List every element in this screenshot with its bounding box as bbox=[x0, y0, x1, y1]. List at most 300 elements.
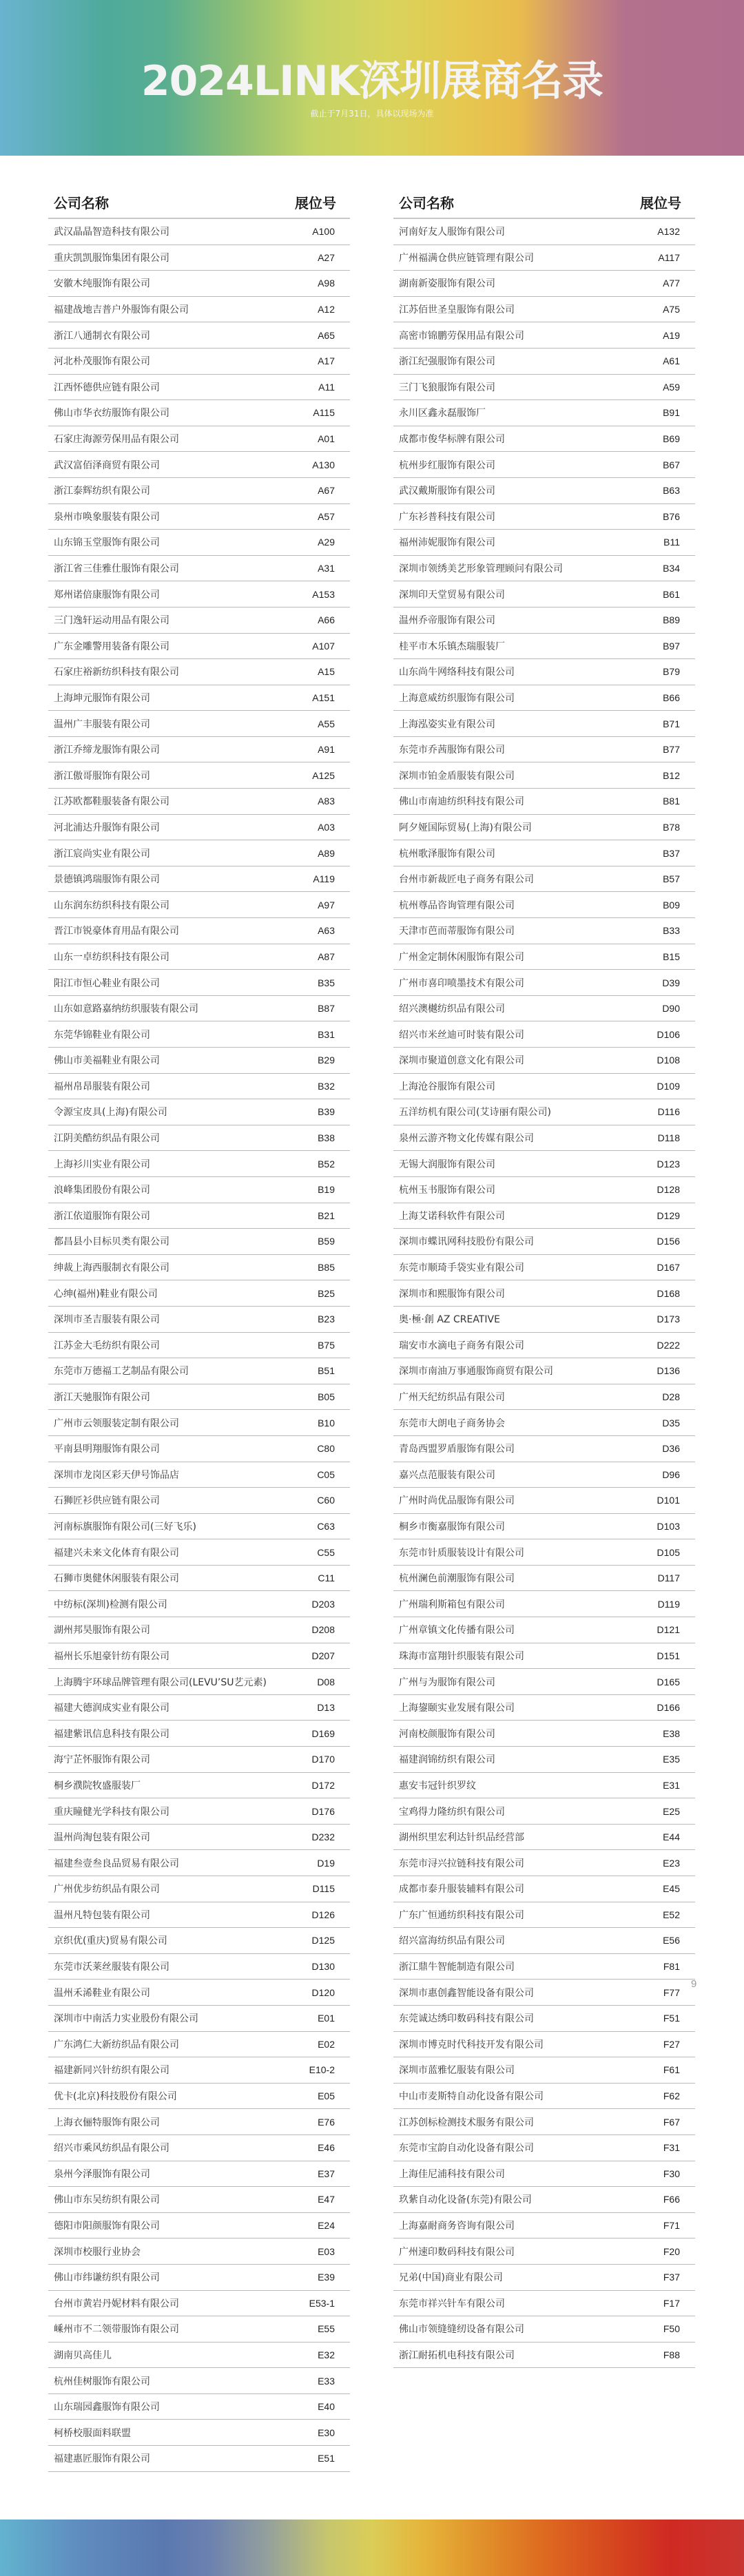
company-name: 兄弟(中国)商业有限公司 bbox=[399, 2272, 503, 2284]
booth-number: D28 bbox=[662, 1391, 680, 1403]
company-name: 石家庄海源劳保用品有限公司 bbox=[54, 434, 179, 446]
company-name: 湖南贝高佳儿 bbox=[54, 2349, 112, 2361]
company-name: 山东如意路嘉纳纺织服装有限公司 bbox=[54, 1004, 198, 1015]
table-row bbox=[393, 2084, 695, 2110]
company-name: 浙江乔缔龙服饰有限公司 bbox=[54, 745, 160, 756]
booth-number: A66 bbox=[318, 614, 335, 626]
booth-number: B21 bbox=[318, 1209, 335, 1221]
booth-number: D36 bbox=[662, 1443, 680, 1455]
booth-number: F61 bbox=[663, 2064, 680, 2076]
company-name: 优卡(北京)科技股份有限公司 bbox=[54, 2091, 177, 2103]
table-row bbox=[393, 1902, 695, 1929]
booth-number: D165 bbox=[657, 1676, 680, 1687]
company-name: 广州市喜印喷墨技术有限公司 bbox=[399, 977, 524, 989]
footer-gradient-bar bbox=[0, 2520, 744, 2576]
booth-number: A125 bbox=[312, 769, 335, 781]
booth-number: B97 bbox=[663, 640, 680, 652]
table-row bbox=[393, 659, 695, 685]
booth-number: F50 bbox=[663, 2323, 680, 2335]
table-row bbox=[48, 1488, 350, 1514]
table-row bbox=[48, 530, 350, 556]
company-name: 京织优(重庆)贸易有限公司 bbox=[54, 1935, 167, 1947]
company-name: 湖州织里宏利达针织品经营部 bbox=[399, 1832, 524, 1844]
booth-number: B59 bbox=[318, 1236, 335, 1247]
table-row bbox=[48, 1798, 350, 1825]
booth-number: B10 bbox=[318, 1417, 335, 1429]
booth-number: D172 bbox=[311, 1779, 335, 1791]
company-name: 上海腾宇环球品牌管理有限公司(LEVU’SU艺元素) bbox=[54, 1676, 267, 1688]
booth-number: D39 bbox=[662, 977, 680, 988]
table-row bbox=[393, 1099, 695, 1125]
table-row bbox=[393, 1980, 695, 2006]
booth-number: E25 bbox=[663, 1805, 680, 1817]
company-name: 桐乡濮院牧盛服装厂 bbox=[54, 1780, 141, 1791]
booth-number: D156 bbox=[657, 1236, 680, 1247]
table-row bbox=[48, 2291, 350, 2317]
booth-number: E53-1 bbox=[309, 2297, 335, 2309]
booth-number: A115 bbox=[313, 407, 335, 419]
booth-number: D118 bbox=[657, 1132, 680, 1144]
booth-number: B35 bbox=[318, 977, 335, 988]
company-name: 石家庄裕新纺织科技有限公司 bbox=[54, 667, 179, 678]
table-row bbox=[48, 659, 350, 685]
company-name: 深圳市聚道创意文化有限公司 bbox=[399, 1055, 524, 1067]
company-name: 浙江八通制衣有限公司 bbox=[54, 330, 150, 342]
company-name: 上海衫川实业有限公司 bbox=[54, 1159, 150, 1170]
booth-number: A31 bbox=[318, 563, 335, 574]
booth-number: C60 bbox=[317, 1495, 335, 1506]
company-name: 阿夕娅国际贸易(上海)有限公司 bbox=[399, 822, 532, 833]
table-row bbox=[393, 1617, 695, 1643]
booth-number: A83 bbox=[318, 796, 335, 807]
company-name: 阳江市恒心鞋业有限公司 bbox=[54, 977, 160, 989]
table-row bbox=[393, 2109, 695, 2135]
table-row bbox=[48, 1669, 350, 1695]
booth-number: A91 bbox=[318, 744, 335, 756]
company-name: 深圳市蓝雅忆服装有限公司 bbox=[399, 2065, 515, 2077]
table-row bbox=[393, 1876, 695, 1902]
company-name: 安徽木纯服饰有限公司 bbox=[54, 278, 150, 290]
booth-number: D90 bbox=[662, 1003, 680, 1015]
table-body bbox=[48, 219, 350, 2472]
table-row bbox=[393, 2213, 695, 2239]
table-row bbox=[393, 789, 695, 815]
booth-number: E52 bbox=[663, 1909, 680, 1920]
company-name: 东莞市祥兴针车有限公司 bbox=[399, 2298, 505, 2309]
booth-number: D13 bbox=[317, 1702, 335, 1714]
company-name: 景德镇鸿瑞服饰有限公司 bbox=[54, 874, 160, 886]
table-row bbox=[48, 1747, 350, 1773]
booth-number: A97 bbox=[318, 899, 335, 911]
company-name: 广州速印数码科技有限公司 bbox=[399, 2246, 515, 2258]
company-name: 上海鋆颐实业发展有限公司 bbox=[399, 1703, 515, 1714]
table-row bbox=[393, 970, 695, 996]
company-name: 福州长乐旭豪针纺有限公司 bbox=[54, 1650, 169, 1662]
company-name: 广州市云领服装定制有限公司 bbox=[54, 1417, 179, 1429]
booth-number: A119 bbox=[313, 873, 335, 885]
company-name: 河南标旗服饰有限公司(三好飞乐) bbox=[54, 1521, 196, 1533]
company-name: 泉州云游齐物文化传媒有限公司 bbox=[399, 1133, 534, 1145]
table-row bbox=[393, 1773, 695, 1799]
company-name: 都昌县小目标贝类有限公司 bbox=[54, 1236, 169, 1248]
table-row bbox=[48, 1928, 350, 1954]
company-name: 广州天纪纺织品有限公司 bbox=[399, 1392, 505, 1404]
table-row bbox=[393, 271, 695, 297]
table-row bbox=[393, 219, 695, 245]
table-row bbox=[48, 2420, 350, 2446]
company-name: 广东鸿仁大新纺织品有限公司 bbox=[54, 2039, 179, 2050]
company-name: 台州市新裁匠电子商务有限公司 bbox=[399, 874, 534, 886]
company-name: 福建新同兴针纺织有限公司 bbox=[54, 2065, 169, 2077]
booth-number: E30 bbox=[318, 2427, 335, 2438]
table-row bbox=[48, 452, 350, 478]
booth-number: B63 bbox=[663, 485, 680, 497]
booth-number: B39 bbox=[318, 1106, 335, 1118]
table-row bbox=[393, 1151, 695, 1177]
table-row bbox=[48, 1721, 350, 1747]
company-name: 东莞市宝韵自动化设备有限公司 bbox=[399, 2143, 534, 2154]
booth-number: F51 bbox=[663, 2013, 680, 2024]
table-row bbox=[48, 1436, 350, 1462]
booth-number: D105 bbox=[657, 1546, 680, 1558]
booth-number: B77 bbox=[663, 744, 680, 756]
booth-number: B71 bbox=[663, 718, 680, 729]
company-name: 深圳市惠创鑫智能设备有限公司 bbox=[399, 1987, 534, 1999]
table-row bbox=[48, 1539, 350, 1566]
company-name: 瑞安市水滴电子商务有限公司 bbox=[399, 1340, 524, 1351]
booth-number: B61 bbox=[663, 588, 680, 600]
booth-number: B51 bbox=[318, 1365, 335, 1377]
company-name: 上海泓姿实业有限公司 bbox=[399, 718, 495, 730]
booth-number: A12 bbox=[318, 304, 335, 315]
table-row bbox=[393, 1488, 695, 1514]
table-row bbox=[48, 1591, 350, 1617]
table-row bbox=[48, 1280, 350, 1307]
table-row bbox=[393, 322, 695, 349]
booth-number: A130 bbox=[312, 459, 335, 470]
booth-number: D121 bbox=[657, 1624, 680, 1636]
company-name: 温州乔帝服饰有限公司 bbox=[399, 615, 495, 627]
table-row bbox=[48, 607, 350, 634]
company-name: 上海坤元服饰有限公司 bbox=[54, 692, 150, 704]
table-row bbox=[48, 349, 350, 375]
company-name: 深圳市和熙服饰有限公司 bbox=[399, 1288, 505, 1300]
table-row bbox=[393, 1566, 695, 1592]
booth-number: D108 bbox=[657, 1055, 680, 1066]
company-name: 杭州玉书服饰有限公司 bbox=[399, 1185, 495, 1196]
booth-number: B52 bbox=[318, 1158, 335, 1170]
table-row bbox=[393, 1229, 695, 1255]
table-row bbox=[48, 1151, 350, 1177]
booth-number: B75 bbox=[318, 1339, 335, 1351]
company-name: 佛山市东吴纺织有限公司 bbox=[54, 2194, 160, 2206]
table-row bbox=[393, 1436, 695, 1462]
booth-number: A107 bbox=[312, 640, 335, 652]
table-row bbox=[48, 375, 350, 401]
table-row bbox=[393, 1255, 695, 1281]
table-row bbox=[393, 530, 695, 556]
table-row bbox=[48, 2135, 350, 2161]
company-name: 浙江依道服饰有限公司 bbox=[54, 1210, 150, 1222]
company-name: 上海佳尼浦科技有限公司 bbox=[399, 2168, 505, 2180]
company-name: 永川区鑫永磊服饰厂 bbox=[399, 408, 486, 419]
company-name: 东莞诚达绣印数码科技有限公司 bbox=[399, 2013, 534, 2025]
company-name: 中纺标(深圳)检测有限公司 bbox=[54, 1599, 167, 1610]
company-name: 广州瑞利斯箱包有限公司 bbox=[399, 1599, 505, 1610]
company-name: 浙江泰辉纺织有限公司 bbox=[54, 486, 150, 497]
company-name: 广东衫普科技有限公司 bbox=[399, 511, 495, 523]
company-name: 桂平市木乐镇杰瑞服装厂 bbox=[399, 641, 505, 652]
booth-number: F71 bbox=[663, 2220, 680, 2232]
company-name: 东莞市沃莱丝服装有限公司 bbox=[54, 1962, 169, 1973]
table-row bbox=[48, 426, 350, 453]
booth-number: E40 bbox=[318, 2401, 335, 2413]
booth-number: E10-2 bbox=[309, 2064, 335, 2076]
table-row bbox=[48, 1617, 350, 1643]
table-row bbox=[393, 2032, 695, 2058]
table-row bbox=[48, 685, 350, 711]
table-row bbox=[48, 1462, 350, 1488]
company-name: 成都市泰升服装辅料有限公司 bbox=[399, 1884, 524, 1895]
booth-number: B19 bbox=[318, 1184, 335, 1196]
booth-number: A57 bbox=[318, 510, 335, 522]
table-row bbox=[393, 866, 695, 893]
booth-number: B78 bbox=[663, 821, 680, 833]
booth-number: F88 bbox=[663, 2349, 680, 2360]
booth-number: A59 bbox=[663, 381, 680, 393]
table-row bbox=[393, 1954, 695, 1980]
company-name: 绍兴市乘风纺织品有限公司 bbox=[54, 2143, 169, 2154]
booth-number: F20 bbox=[663, 2245, 680, 2257]
company-name: 佛山市美福鞋业有限公司 bbox=[54, 1055, 160, 1067]
company-name: 广州金定制休闲服饰有限公司 bbox=[399, 951, 524, 963]
booth-number: E35 bbox=[663, 1754, 680, 1765]
booth-number-header: 展位号 bbox=[640, 194, 681, 211]
booth-number: B09 bbox=[663, 899, 680, 911]
company-name: 奥·極·創 AZ CREATIVE bbox=[399, 1314, 500, 1326]
booth-number: F67 bbox=[663, 2116, 680, 2128]
company-name: 玖紫自动化设备(东莞)有限公司 bbox=[399, 2194, 532, 2206]
company-name: 绍兴澳樾纺织品有限公司 bbox=[399, 1004, 505, 1015]
booth-number: C55 bbox=[317, 1546, 335, 1558]
table-row bbox=[48, 2161, 350, 2188]
table-row bbox=[393, 944, 695, 970]
booth-number: B23 bbox=[318, 1313, 335, 1325]
company-name: 心绅(福州)鞋业有限公司 bbox=[54, 1288, 158, 1300]
booth-number: E24 bbox=[318, 2220, 335, 2232]
booth-number: A03 bbox=[318, 821, 335, 833]
table-row bbox=[393, 1825, 695, 1851]
booth-number: D19 bbox=[317, 1857, 335, 1869]
company-name: 江苏创标检测技术服务有限公司 bbox=[399, 2117, 534, 2128]
table-row bbox=[48, 2213, 350, 2239]
company-name: 青岛西盟罗盾服饰有限公司 bbox=[399, 1444, 515, 1455]
booth-number: A117 bbox=[658, 251, 680, 263]
table-row bbox=[48, 1773, 350, 1799]
page-title: 2024LINK深圳展商名录 bbox=[141, 57, 603, 105]
company-name: 东莞市针质服装设计有限公司 bbox=[399, 1547, 524, 1559]
company-name: 深圳市圣吉服装有限公司 bbox=[54, 1314, 160, 1326]
company-name: 天津市芭而蒂服饰有限公司 bbox=[399, 926, 515, 937]
booth-number: A27 bbox=[318, 251, 335, 263]
table-row bbox=[48, 970, 350, 996]
company-name: 杭州歌泽服饰有限公司 bbox=[399, 848, 495, 860]
booth-number: B57 bbox=[663, 873, 680, 885]
booth-number: D222 bbox=[657, 1339, 680, 1351]
booth-number: B34 bbox=[663, 563, 680, 574]
table-row bbox=[48, 297, 350, 323]
company-name: 绍兴富海纺织品有限公司 bbox=[399, 1935, 505, 1947]
table-row bbox=[393, 2057, 695, 2084]
company-name: 深圳市领绣美艺形象管理顾问有限公司 bbox=[399, 563, 563, 575]
table-row bbox=[48, 1410, 350, 1436]
booth-number: D151 bbox=[657, 1650, 680, 1661]
table-row bbox=[393, 1462, 695, 1488]
company-name: 深圳市蝶讯网科技股份有限公司 bbox=[399, 1236, 534, 1248]
booth-number: D35 bbox=[662, 1417, 680, 1429]
company-name: 江苏欧都鞋服装备有限公司 bbox=[54, 796, 169, 808]
table-row bbox=[48, 711, 350, 737]
company-name: 湖州邦昊服饰有限公司 bbox=[54, 1625, 150, 1637]
company-name: 五洋纺机有限公司(艾诗丽有限公司) bbox=[399, 1107, 551, 1119]
booth-number: A29 bbox=[318, 537, 335, 548]
company-name: 上海意威纺织服饰有限公司 bbox=[399, 692, 515, 704]
booth-number: B66 bbox=[663, 692, 680, 703]
booth-number: B05 bbox=[318, 1391, 335, 1403]
booth-number: B12 bbox=[663, 769, 680, 781]
booth-number: A100 bbox=[312, 226, 335, 238]
booth-number: A19 bbox=[663, 329, 680, 341]
booth-number: B38 bbox=[318, 1132, 335, 1144]
table-body bbox=[393, 219, 695, 2368]
company-name: 东莞市顺琦手袋实业有限公司 bbox=[399, 1263, 524, 1274]
booth-number: A55 bbox=[318, 718, 335, 729]
booth-number: B69 bbox=[663, 433, 680, 445]
company-name: 福建大德润成实业有限公司 bbox=[54, 1703, 169, 1714]
table-row bbox=[393, 2135, 695, 2161]
company-name: 嘉兴点范服装有限公司 bbox=[399, 1469, 495, 1481]
booth-number: E47 bbox=[318, 2194, 335, 2205]
company-name: 杭州澜色前潮服饰有限公司 bbox=[399, 1573, 515, 1585]
table-row bbox=[48, 1954, 350, 1980]
table-row bbox=[393, 478, 695, 504]
table-row bbox=[48, 1074, 350, 1100]
company-name: 杭州尊品咨询管理有限公司 bbox=[399, 900, 515, 911]
table-row bbox=[48, 2057, 350, 2084]
booth-number: C05 bbox=[317, 1468, 335, 1480]
booth-number: F77 bbox=[663, 1986, 680, 1998]
booth-number: F31 bbox=[663, 2142, 680, 2154]
booth-number: B37 bbox=[663, 847, 680, 859]
table-row bbox=[48, 762, 350, 789]
booth-number: A63 bbox=[318, 925, 335, 937]
table-row bbox=[48, 1125, 350, 1152]
booth-number: D166 bbox=[657, 1702, 680, 1714]
booth-number: A65 bbox=[318, 329, 335, 341]
company-name: 深圳印天堂贸易有限公司 bbox=[399, 589, 505, 601]
booth-number: E37 bbox=[318, 2168, 335, 2179]
table-row bbox=[48, 1099, 350, 1125]
table-row bbox=[48, 1980, 350, 2006]
company-name: 海宁芷怀服饰有限公司 bbox=[54, 1754, 150, 1766]
company-name: 山东一卓纺织科技有限公司 bbox=[54, 951, 169, 963]
company-name: 成都市俊华标牌有限公司 bbox=[399, 434, 505, 446]
booth-number: B91 bbox=[663, 407, 680, 419]
company-name: 绍兴市米丝迪可时装有限公司 bbox=[399, 1029, 524, 1041]
table-row bbox=[393, 1798, 695, 1825]
company-name: 温州凡特包装有限公司 bbox=[54, 1909, 150, 1921]
table-row bbox=[393, 1021, 695, 1048]
company-name: 福建叁壹叁良品贸易有限公司 bbox=[54, 1858, 179, 1869]
company-name: 泉州今泽服饰有限公司 bbox=[54, 2168, 150, 2180]
table-row bbox=[48, 271, 350, 297]
booth-number: B79 bbox=[663, 666, 680, 678]
booth-number: A87 bbox=[318, 951, 335, 962]
booth-number: D109 bbox=[657, 1080, 680, 1092]
company-name: 河北浦达升服饰有限公司 bbox=[54, 822, 160, 833]
booth-number: B11 bbox=[663, 537, 680, 548]
table-row bbox=[48, 1307, 350, 1333]
company-name: 福州帛昂服装有限公司 bbox=[54, 1081, 150, 1092]
table-row bbox=[393, 581, 695, 607]
booth-number: F17 bbox=[663, 2297, 680, 2309]
table-row bbox=[48, 866, 350, 893]
table-row bbox=[48, 1255, 350, 1281]
table-row bbox=[393, 2239, 695, 2265]
company-name: 佛山市南迪纺织科技有限公司 bbox=[399, 796, 524, 808]
company-name: 东莞市万德福工艺制品有限公司 bbox=[54, 1366, 189, 1378]
booth-number: F30 bbox=[663, 2168, 680, 2179]
table-row bbox=[393, 1928, 695, 1954]
booth-number: A11 bbox=[318, 381, 335, 393]
booth-number: A89 bbox=[318, 847, 335, 859]
table-row bbox=[393, 1591, 695, 1617]
booth-number: B15 bbox=[663, 951, 680, 962]
table-row bbox=[48, 996, 350, 1022]
table-row bbox=[393, 1358, 695, 1384]
table-row bbox=[393, 1643, 695, 1670]
booth-number: F37 bbox=[663, 2272, 680, 2283]
table-row bbox=[393, 2265, 695, 2291]
booth-number: E44 bbox=[663, 1831, 680, 1843]
company-name: 三门飞狼服饰有限公司 bbox=[399, 382, 495, 393]
table-row bbox=[393, 2187, 695, 2213]
booth-number: D123 bbox=[657, 1158, 680, 1170]
company-name: 广东金雕警用装备有限公司 bbox=[54, 641, 169, 652]
booth-number: A132 bbox=[657, 226, 680, 238]
table-row bbox=[48, 1566, 350, 1592]
table-row bbox=[393, 297, 695, 323]
table-row bbox=[393, 840, 695, 866]
company-name: 福州沛妮服饰有限公司 bbox=[399, 537, 495, 549]
booth-number: D203 bbox=[311, 1598, 335, 1610]
company-name: 温州禾浠鞋业有限公司 bbox=[54, 1987, 150, 1999]
booth-number: E05 bbox=[318, 2090, 335, 2102]
company-name: 杭州佳树服饰有限公司 bbox=[54, 2376, 150, 2387]
company-name: 山东尚牛网络科技有限公司 bbox=[399, 667, 515, 678]
booth-number-header: 展位号 bbox=[295, 194, 336, 211]
booth-number: E23 bbox=[663, 1857, 680, 1869]
table-row bbox=[393, 607, 695, 634]
booth-number: D169 bbox=[311, 1727, 335, 1739]
table-row bbox=[393, 426, 695, 453]
table-row bbox=[393, 737, 695, 763]
company-name: 广州章镇文化传播有限公司 bbox=[399, 1625, 515, 1637]
booth-number: E31 bbox=[663, 1779, 680, 1791]
company-name: 武汉富佰泽商贸有限公司 bbox=[54, 459, 160, 471]
table-row bbox=[48, 2316, 350, 2343]
booth-number: A98 bbox=[318, 278, 335, 289]
